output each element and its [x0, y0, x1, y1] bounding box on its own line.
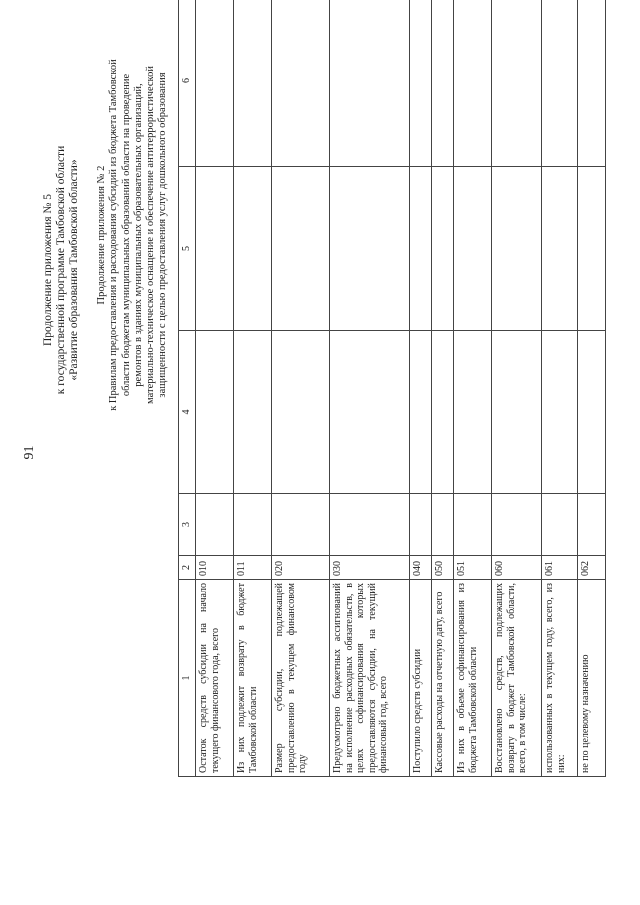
page-number: 91	[22, 445, 37, 460]
empty-cell	[492, 331, 542, 494]
empty-cell	[492, 494, 542, 556]
table-row	[196, 0, 234, 777]
row-name: Поступило средств субсидии	[410, 580, 432, 777]
column-header: 4	[179, 331, 196, 494]
empty-cell	[196, 331, 234, 494]
column-header: 3	[179, 494, 196, 556]
row-code: 020	[272, 556, 330, 580]
empty-cell	[234, 331, 272, 494]
appendix-header	[42, 35, 81, 505]
table-row	[432, 0, 454, 777]
row-name: Размер субсидии, подлежащей предоставлению в текущем финансовом году	[272, 580, 330, 777]
rules-header	[96, 35, 170, 435]
empty-cell	[542, 331, 578, 494]
row-name: Кассовые расходы на отчетную дату, всего	[432, 580, 454, 777]
table-header-row	[179, 0, 196, 777]
column-header: 5	[179, 167, 196, 331]
empty-cell	[578, 0, 606, 167]
empty-cell	[432, 167, 454, 331]
empty-cell	[234, 494, 272, 556]
empty-cell	[196, 0, 234, 167]
row-name: Из них подлежит возврату в бюджет Тамбовской области	[234, 580, 272, 777]
row-code: 051	[454, 556, 492, 580]
empty-cell	[272, 0, 330, 167]
column-header: 1	[179, 580, 196, 777]
row-code: 011	[234, 556, 272, 580]
table-row	[454, 0, 492, 777]
empty-cell	[272, 494, 330, 556]
empty-cell	[410, 0, 432, 167]
empty-cell	[492, 0, 542, 167]
row-code: 061	[542, 556, 578, 580]
empty-cell	[330, 331, 410, 494]
table-row	[410, 0, 432, 777]
empty-cell	[410, 331, 432, 494]
empty-cell	[542, 0, 578, 167]
table-row	[542, 0, 578, 777]
rules-header-line: защищенности с целью предоставления услуг дошкольного образования	[157, 72, 169, 398]
empty-cell	[196, 494, 234, 556]
empty-cell	[196, 167, 234, 331]
empty-cell	[234, 167, 272, 331]
row-name: использованных в текущем году, всего, из них:	[542, 580, 578, 777]
row-name: не по целевому назначению	[578, 580, 606, 777]
column-header: 2	[179, 556, 196, 580]
row-code: 062	[578, 556, 606, 580]
empty-cell	[432, 494, 454, 556]
empty-cell	[330, 167, 410, 331]
table-row	[578, 0, 606, 777]
empty-cell	[542, 494, 578, 556]
row-name: Восстановлено средств, подлежащих возврату в бюджет Тамбовской области, всего, в том числе:	[492, 580, 542, 777]
row-code: 050	[432, 556, 454, 580]
empty-cell	[272, 167, 330, 331]
row-name: Из них в объеме софинансирования из бюджета Тамбовской области	[454, 580, 492, 777]
row-code: 030	[330, 556, 410, 580]
empty-cell	[330, 494, 410, 556]
empty-cell	[492, 167, 542, 331]
empty-cell	[454, 331, 492, 494]
row-code: 060	[492, 556, 542, 580]
empty-cell	[410, 167, 432, 331]
appendix-header-line: к государственной программе Тамбовской области	[55, 145, 67, 395]
rules-header-line: области бюджетам муниципальных образований области на проведение	[120, 73, 132, 397]
empty-cell	[330, 0, 410, 167]
empty-cell	[578, 331, 606, 494]
table-row	[330, 0, 410, 777]
column-header: 6	[179, 0, 196, 167]
row-name: Предусмотрено бюджетных ассигнований на исполнение расходных обязательств, в целях софинансирования которых предоставляются субсидии, на текущий финансовый год, всего	[330, 580, 410, 777]
rules-header-line: материально-техническое оснащение и обеспечение антитеррористической	[145, 66, 157, 404]
empty-cell	[454, 0, 492, 167]
empty-cell	[578, 167, 606, 331]
row-code: 040	[410, 556, 432, 580]
table-row	[234, 0, 272, 777]
empty-cell	[432, 331, 454, 494]
appendix-header-line: Продолжение приложения № 5	[42, 193, 54, 347]
empty-cell	[578, 494, 606, 556]
empty-cell	[432, 0, 454, 167]
empty-cell	[454, 167, 492, 331]
table-row	[272, 0, 330, 777]
row-code: 010	[196, 556, 234, 580]
empty-cell	[410, 494, 432, 556]
report-table	[178, 0, 606, 777]
rules-header-line: к Правилам предоставления и расходования субсидий из бюджета Тамбовской	[108, 59, 120, 411]
appendix-header-line: «Развитие образования Тамбовской области»	[68, 159, 80, 381]
rules-header-line: ремонтов в зданиях муниципальных образовательных организаций,	[132, 83, 144, 387]
empty-cell	[454, 494, 492, 556]
rules-header-line: Продолжение приложения № 2	[96, 165, 107, 305]
empty-cell	[542, 167, 578, 331]
empty-cell	[272, 331, 330, 494]
row-name: Остаток средств субсидии на начало текущего финансового года, всего	[196, 580, 234, 777]
empty-cell	[234, 0, 272, 167]
table-row	[492, 0, 542, 777]
